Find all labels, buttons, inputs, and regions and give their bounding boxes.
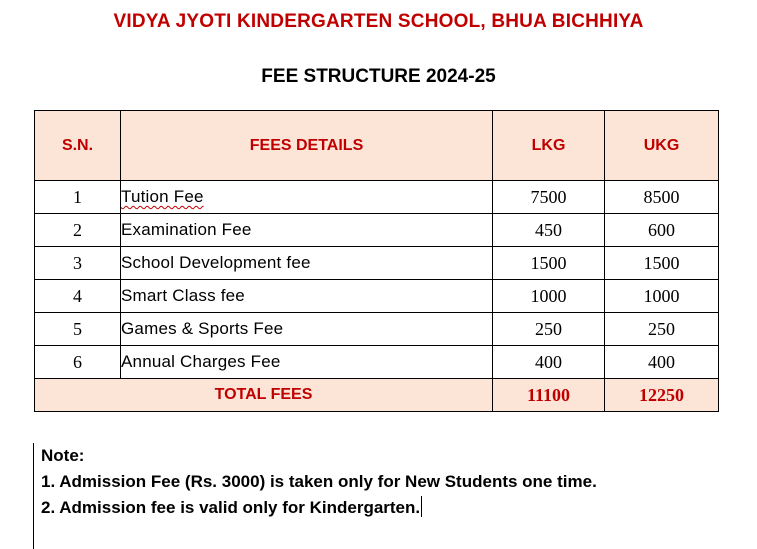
note-section[interactable] — [33, 443, 597, 549]
row-ukg-amount: 250 — [605, 313, 719, 346]
table-row — [35, 247, 719, 280]
row-detail: Annual Charges Fee — [121, 346, 493, 379]
row-detail: Examination Fee — [121, 214, 493, 247]
row-lkg-amount: 1000 — [493, 280, 605, 313]
row-ukg-amount: 400 — [605, 346, 719, 379]
row-lkg-amount: 7500 — [493, 181, 605, 214]
fee-detail-label: Tution Fee — [121, 187, 204, 206]
school-title: VIDYA JYOTI KINDERGARTEN SCHOOL, BHUA BICHHIYA — [113, 11, 644, 32]
row-ukg-amount: 1500 — [605, 247, 719, 280]
row-sn: 4 — [35, 280, 121, 313]
note-line-2 — [41, 495, 597, 521]
row-sn: 3 — [35, 247, 121, 280]
total-label: TOTAL FEES — [35, 379, 493, 412]
row-sn: 5 — [35, 313, 121, 346]
row-lkg-amount: 450 — [493, 214, 605, 247]
table-row — [35, 313, 719, 346]
row-detail: Games & Sports Fee — [121, 313, 493, 346]
fee-table — [34, 110, 719, 412]
total-ukg: 12250 — [605, 379, 719, 412]
total-row — [35, 379, 719, 412]
note-line-2-text: 2. Admission fee is valid only for Kindergarten. — [41, 498, 421, 517]
text-cursor — [421, 496, 422, 517]
table-header-row — [35, 111, 719, 181]
table-row — [35, 346, 719, 379]
row-ukg-amount: 1000 — [605, 280, 719, 313]
row-lkg-amount: 250 — [493, 313, 605, 346]
row-detail — [121, 181, 493, 214]
row-lkg-amount: 400 — [493, 346, 605, 379]
header-ukg: UKG — [605, 111, 719, 181]
row-detail: School Development fee — [121, 247, 493, 280]
note-heading: Note: — [41, 446, 85, 465]
header-fees-details: FEES DETAILS — [121, 111, 493, 181]
row-sn: 1 — [35, 181, 121, 214]
table-row — [35, 280, 719, 313]
row-sn: 2 — [35, 214, 121, 247]
row-ukg-amount: 8500 — [605, 181, 719, 214]
total-lkg: 11100 — [493, 379, 605, 412]
table-row — [35, 181, 719, 214]
header-lkg: LKG — [493, 111, 605, 181]
fee-structure-title: FEE STRUCTURE 2024-25 — [261, 66, 496, 87]
header-sn: S.N. — [35, 111, 121, 181]
table-row — [35, 214, 719, 247]
note-line-1: 1. Admission Fee (Rs. 3000) is taken only for New Students one time. — [41, 472, 597, 491]
row-sn: 6 — [35, 346, 121, 379]
row-lkg-amount: 1500 — [493, 247, 605, 280]
row-ukg-amount: 600 — [605, 214, 719, 247]
row-detail: Smart Class fee — [121, 280, 493, 313]
